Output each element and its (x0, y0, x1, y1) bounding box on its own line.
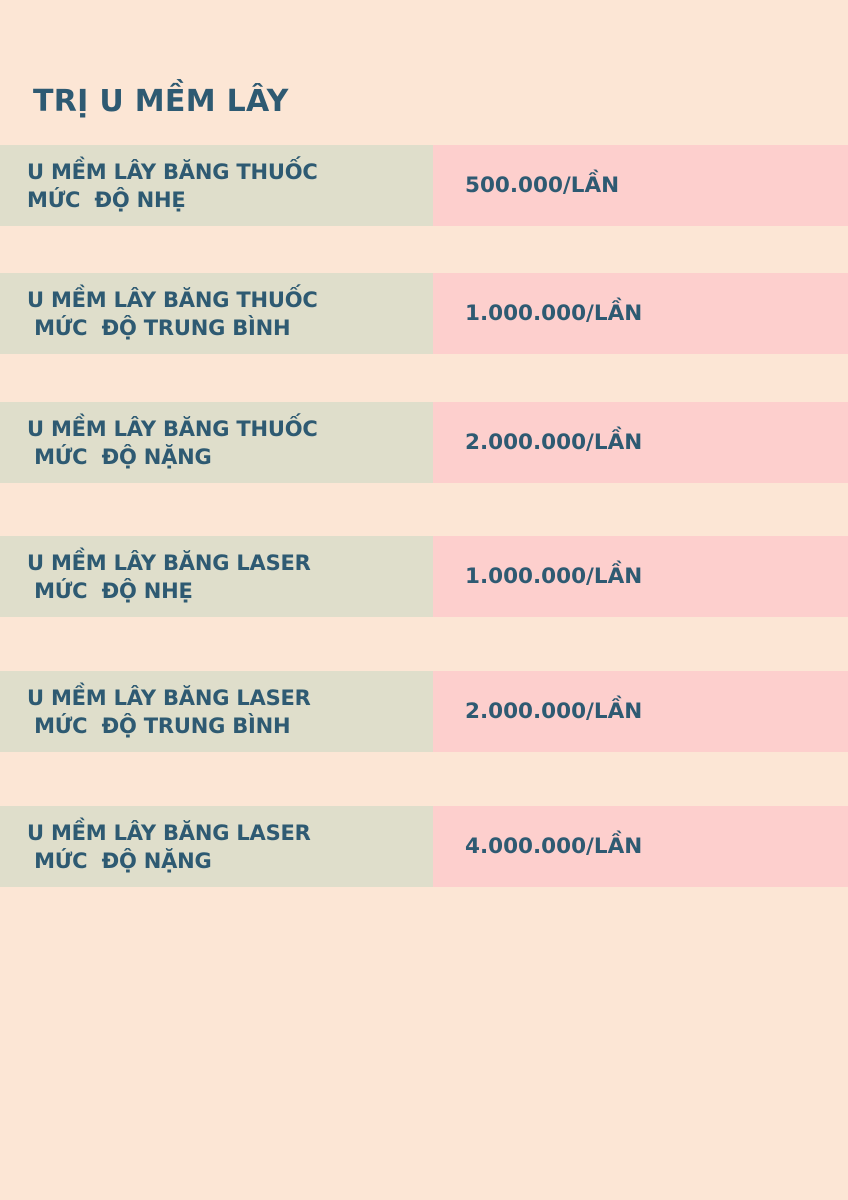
price-cell (433, 671, 848, 752)
price-row (0, 273, 848, 354)
service-name-line1: U MỀM LÂY BĂNG LASER (27, 550, 311, 575)
price-row (0, 806, 848, 887)
price-value: 2.000.000/LẦN (465, 699, 643, 724)
service-cell (0, 536, 433, 617)
service-name-line1: U MỀM LÂY BĂNG THUỐC (27, 416, 318, 441)
page-title: TRỊ U MỀM LÂY (33, 84, 289, 119)
service-name-line2: MỨC ĐỘ TRUNG BÌNH (27, 315, 291, 340)
price-row (0, 536, 848, 617)
price-row (0, 671, 848, 752)
price-row (0, 402, 848, 483)
service-name-line2: MỨC ĐỘ NHẸ (27, 578, 193, 603)
service-cell (0, 145, 433, 226)
service-name-line1: U MỀM LÂY BĂNG THUỐC (27, 287, 318, 312)
service-name-line1: U MỀM LÂY BĂNG LASER (27, 820, 311, 845)
price-row (0, 145, 848, 226)
price-cell (433, 273, 848, 354)
service-cell (0, 806, 433, 887)
price-cell (433, 145, 848, 226)
price-value: 1.000.000/LẦN (465, 301, 643, 326)
price-cell (433, 536, 848, 617)
service-name-line1: U MỀM LÂY BĂNG LASER (27, 685, 311, 710)
price-value: 500.000/LẦN (465, 173, 620, 198)
service-cell (0, 402, 433, 483)
price-cell (433, 806, 848, 887)
service-name-line2: MỨC ĐỘ TRUNG BÌNH (27, 713, 291, 738)
price-value: 4.000.000/LẦN (465, 834, 643, 859)
service-cell (0, 273, 433, 354)
price-value: 2.000.000/LẦN (465, 430, 643, 455)
service-name-line2: MỨC ĐỘ NẶNG (27, 444, 212, 469)
service-name-line2: MỨC ĐỘ NẶNG (27, 848, 212, 873)
service-name-line2: MỨC ĐỘ NHẸ (27, 187, 186, 212)
price-value: 1.000.000/LẦN (465, 564, 643, 589)
price-cell (433, 402, 848, 483)
service-cell (0, 671, 433, 752)
service-name-line1: U MỀM LÂY BĂNG THUỐC (27, 159, 318, 184)
